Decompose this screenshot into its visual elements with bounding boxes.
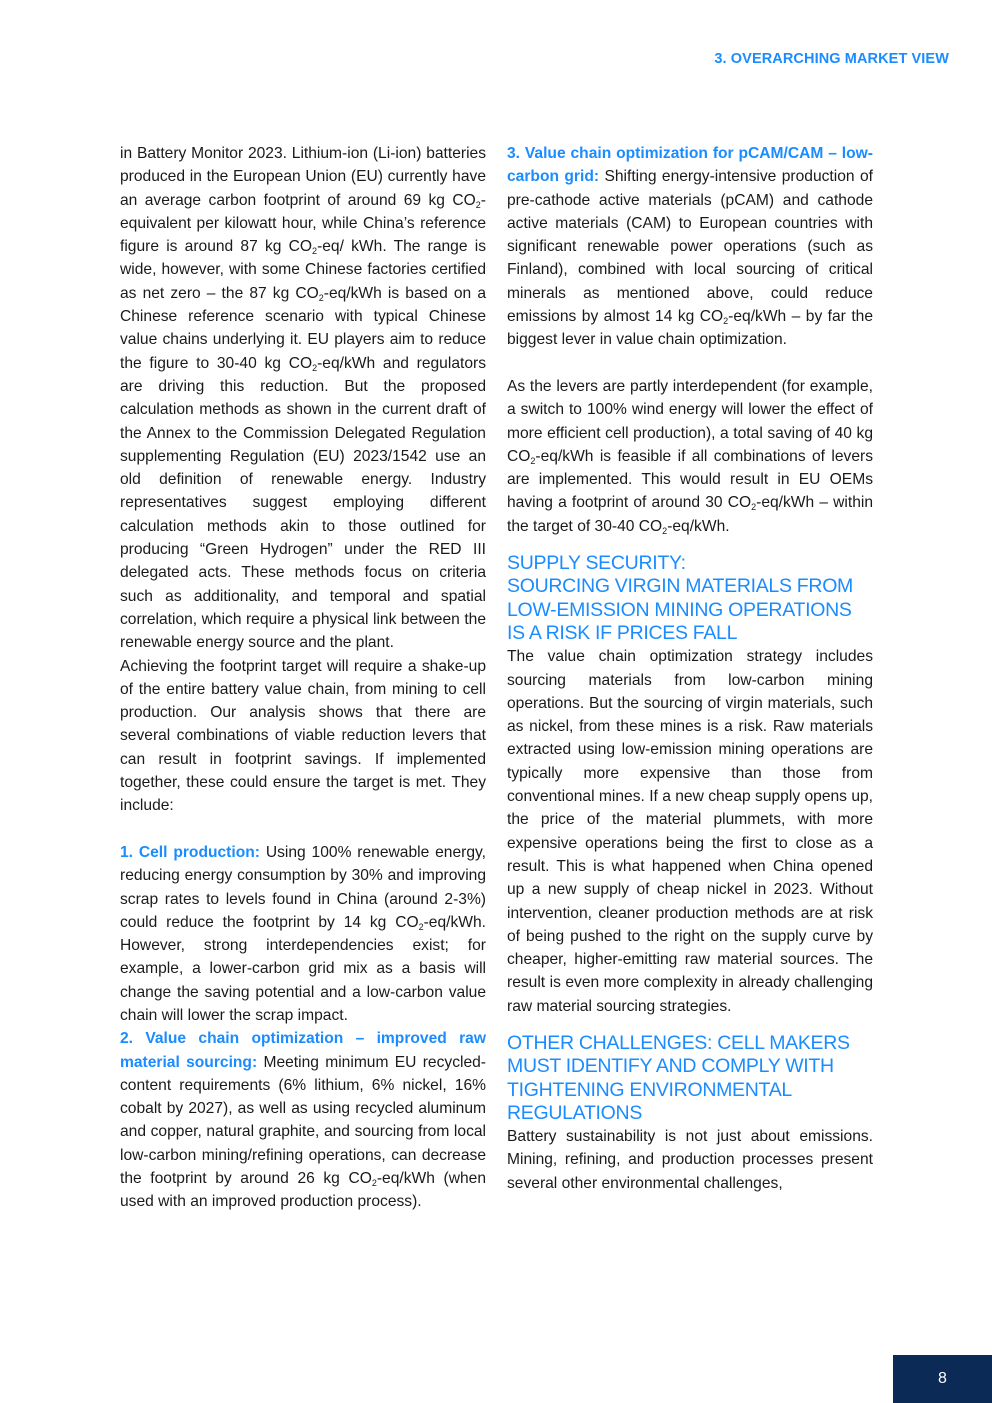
lever-title: 3. Value chain optimization for pCAM/CAM – low-carbon grid:	[507, 145, 873, 186]
lever-title: 1. Cell production:	[120, 843, 260, 861]
left-column	[120, 142, 486, 1214]
footprint-target-paragraph: Achieving the footprint target will require a shake-up of the entire battery value chain, from mining to cell production. Our analysis shows that there are several combinations of viable reduction levers that can result in footprint savings. If implemented together, these could ensure the target is met. They include:	[120, 657, 486, 815]
intro-paragraph: in Battery Monitor 2023. Lithium-ion (Li-ion) batteries produced in the European Union (EU) currently have an average carbon footprint of around 69 kg $CO_2$-equivalent per kilowatt hour, while China’s reference figure is around 87 kg $CO_2-eq/$ kWh. The range is wide, however, with some Chinese factories certified as net zero – the 87 kg $CO_2-eq$/kWh is based on a Chinese reference scenario with typical Chinese value chains underlying it. EU players aim to reduce the figure to 30-40 kg $CO_2-eq$/kWh and regulators are driving this reduction. But the proposed calculation methods as shown in the current draft of the Annex to the Commission Delegated Regulation supplementing Regulation (EU) 2023/1542 use an old definition of renewable energy. Industry representatives suggest employing different calculation methods akin to those outlined for producing “Green Hydrogen” under the RED III delegated acts. These methods focus on criteria such as additionality, and temporal and spatial correlation, which require a physical link between the renewable energy source and the plant.	[120, 145, 486, 652]
supply-security-heading: SUPPLY SECURITY: SOURCING VIRGIN MATERIALS FROM LOW-EMISSION MINING OPERATIONS IS A RISK IF PRICES FALL	[507, 552, 853, 644]
other-challenges-paragraph: Battery sustainability is not just about emissions. Mining, refining, and production processes present several other environmental challenges,	[507, 1128, 873, 1192]
running-header: 3. OVERARCHING MARKET VIEW	[714, 51, 949, 67]
right-column	[507, 142, 873, 1195]
lever-title: 2. Value chain optimization – improved raw material sourcing:	[120, 1030, 486, 1071]
lever-item-raw-material-sourcing: 2. Value chain optimization – improved raw material sourcing: Meeting minimum EU recycled-content requirements (6% lithium, 6% nickel, 16% cobalt by 2027), as well as using recycled aluminum and copper, natural graphite, and sourcing from local low-carbon mining/refining operations, can decrease the footprint by around 26 kg $CO_2-eq$/kWh (when used with an improved production process).	[120, 1030, 486, 1211]
lever-item-pcam-cam: 3. Value chain optimization for pCAM/CAM – low-carbon grid: Shifting energy-intensive production of pre-cathode active materials (pCAM) and cathode active materials (CAM) to European countries with significant renewable power operations (such as Finland), combined with local sourcing of critical minerals as mentioned above, could reduce emissions by almost 14 kg $CO_2-eq$/kWh – by far the biggest lever in value chain optimization.	[507, 145, 873, 349]
page-number: 8	[893, 1355, 992, 1403]
supply-security-paragraph: The value chain optimization strategy includes sourcing materials from low-carbon mining operations. But the sourcing of virgin materials, such as nickel, from these mines is a risk. Raw materials extracted using low-emission mining operations are typically more expensive than those from conventional mines. If a new cheap supply opens up, the price of the material plummets, with more expensive operations being the first to close as a result. This is what happened when China opened up a new supply of cheap nickel in 2023. Without intervention, cleaner production methods are at risk of being pushed to the right on the supply curve by cheaper, higher-emitting raw material sources. The result is even more complexity in already challenging raw material sourcing strategies.	[507, 648, 873, 1015]
levers-summary-paragraph: As the levers are partly interdependent (for example, a switch to 100% wind energy will lower the effect of more efficient cell production), a total saving of 40 kg $CO_2-eq$/kWh is feasible if all combinations of levers are implemented. This would result in EU OEMs having a footprint of around 30 $CO_2-eq$/kWh – within the target of 30-40 $CO_2-eq$/kWh.	[507, 377, 874, 536]
lever-item-cell-production: 1. Cell production: Using 100% renewable energy, reducing energy consumption by 30% and improving scrap rates to levels found in China (around 2-3%) could reduce the footprint by 14 kg $CO_2-eq$/kWh. However, strong interdependencies exist; for example, a lower-carbon grid mix as a basis will change the saving potential and a low-carbon value chain will lower the scrap impact.	[120, 843, 486, 1024]
other-challenges-heading: OTHER CHALLENGES: CELL MAKERS MUST IDENTIFY AND COMPLY WITH TIGHTENING ENVIRONMENTAL REGULATIONS	[507, 1031, 850, 1124]
